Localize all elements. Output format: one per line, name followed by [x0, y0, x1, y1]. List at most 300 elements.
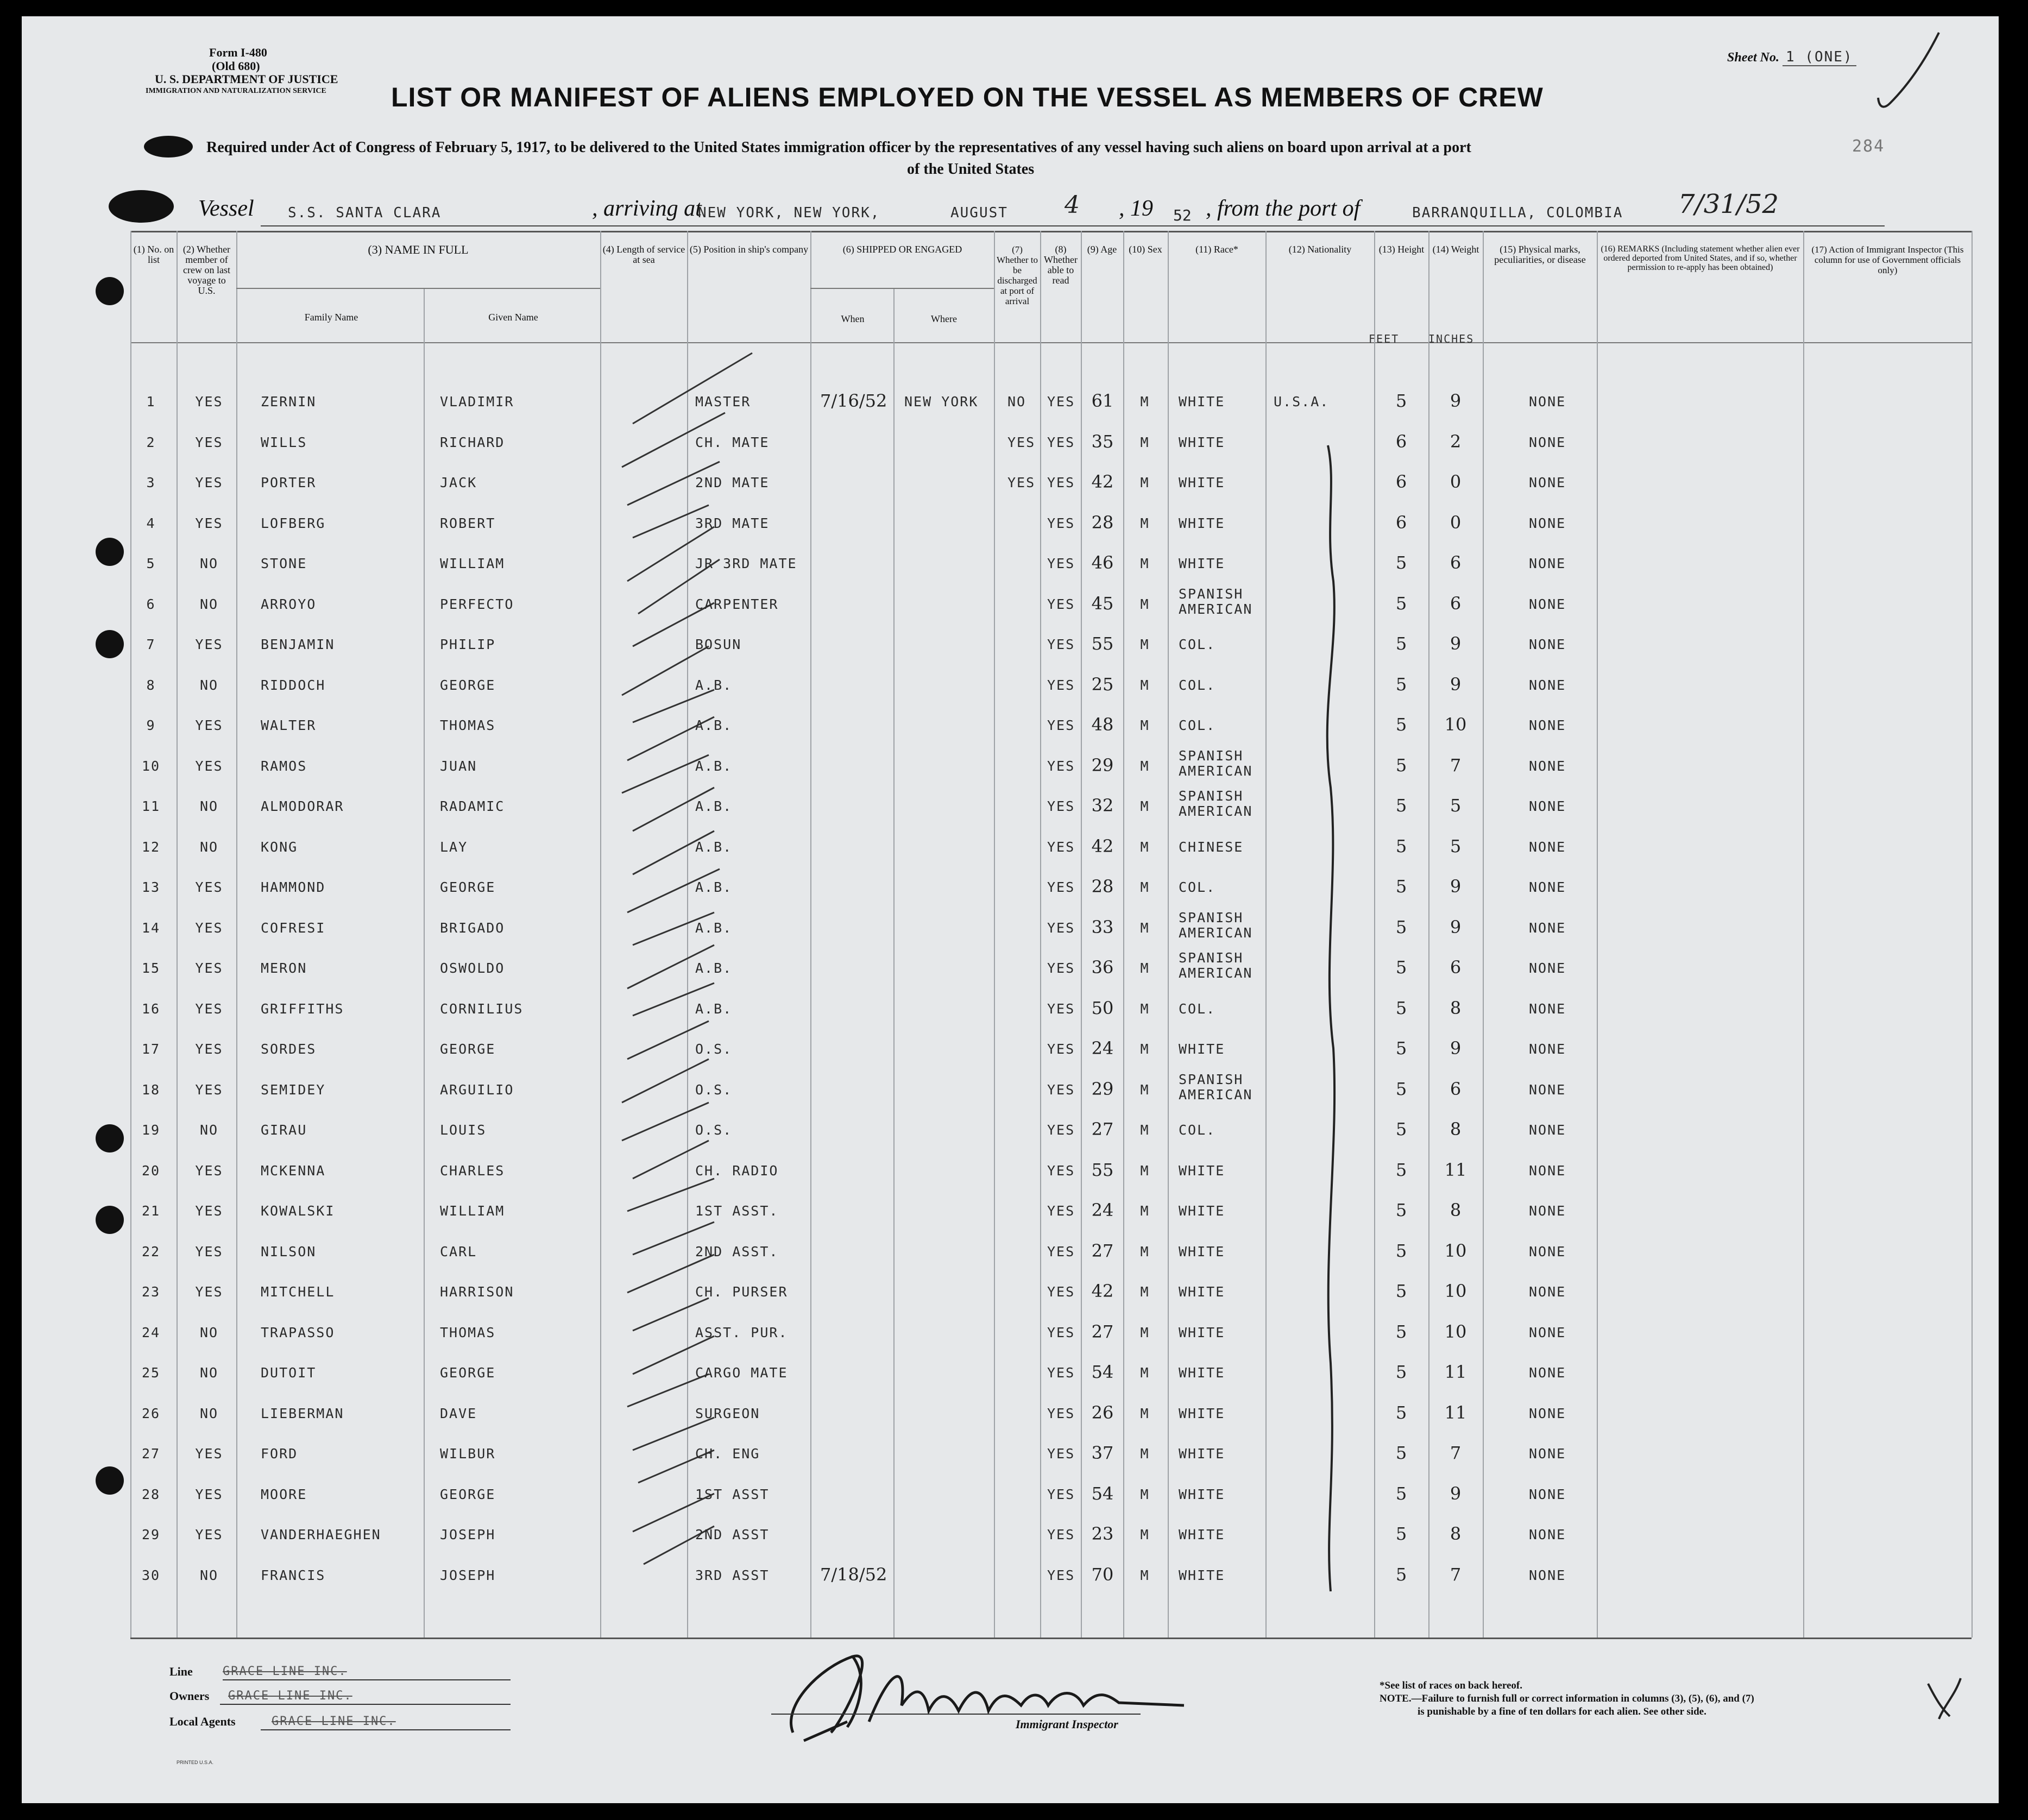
- last-voyage: YES: [195, 1486, 223, 1502]
- position: A.B.: [695, 920, 733, 936]
- physical-marks: NONE: [1529, 798, 1566, 814]
- arrival-month: AUGUST: [950, 205, 1008, 221]
- ink-blot: [144, 136, 193, 158]
- inspector-caption: Immigrant Inspector: [1016, 1717, 1118, 1731]
- able-to-read: YES: [1047, 920, 1075, 936]
- row-number: 28: [141, 1486, 161, 1502]
- sex: M: [1140, 434, 1150, 450]
- height-inches: 10: [1444, 714, 1467, 735]
- able-to-read: YES: [1047, 1203, 1075, 1219]
- sex: M: [1140, 637, 1150, 652]
- age: 42: [1091, 835, 1114, 857]
- position: 3RD MATE: [695, 515, 770, 531]
- age: 42: [1091, 471, 1114, 492]
- last-voyage: NO: [199, 1324, 219, 1340]
- last-voyage: YES: [195, 1446, 223, 1462]
- sex: M: [1140, 1527, 1150, 1542]
- col-head-6-where: Where: [931, 313, 957, 324]
- col-head-3: (3) NAME IN FULL: [368, 243, 469, 256]
- position: MASTER: [695, 394, 751, 410]
- race: WHITE: [1179, 1041, 1225, 1057]
- col-head-5: (5) Position in ship's company: [689, 244, 809, 255]
- able-to-read: YES: [1047, 475, 1075, 490]
- height-inches: 9: [1450, 391, 1462, 411]
- physical-marks: NONE: [1529, 394, 1566, 410]
- sex: M: [1140, 960, 1150, 976]
- given-name: ARGUILIO: [440, 1081, 514, 1098]
- given-name: CORNILIUS: [440, 1000, 524, 1017]
- family-name: GRIFFITHS: [261, 1000, 344, 1017]
- last-voyage: YES: [195, 1000, 223, 1017]
- vessel-underline: [261, 225, 1885, 226]
- race: COL.: [1179, 879, 1216, 895]
- given-name: JOSEPH: [440, 1527, 496, 1542]
- family-name: PORTER: [261, 475, 317, 490]
- height-feet: 5: [1395, 1523, 1407, 1544]
- sex: M: [1140, 1081, 1150, 1098]
- row-number: 4: [146, 515, 156, 531]
- family-name: SORDES: [261, 1041, 317, 1057]
- last-voyage: NO: [199, 1365, 219, 1381]
- sex: M: [1140, 1203, 1150, 1219]
- position: 1ST ASST.: [695, 1203, 779, 1219]
- last-voyage: YES: [195, 1041, 223, 1057]
- col-head-15: (15) Physical marks, peculiarities, or disease: [1494, 244, 1586, 265]
- height-inches: 2: [1450, 431, 1462, 452]
- age: 61: [1091, 391, 1114, 411]
- last-voyage: YES: [195, 717, 223, 733]
- height-feet: 6: [1395, 431, 1407, 452]
- given-name: WILBUR: [440, 1446, 496, 1462]
- age: 48: [1091, 714, 1114, 735]
- line-underline: [223, 1679, 511, 1680]
- family-name: FORD: [261, 1446, 298, 1462]
- age: 29: [1091, 1078, 1114, 1099]
- row-number: 11: [141, 798, 161, 814]
- row-number: 23: [141, 1284, 161, 1300]
- given-name: PHILIP: [440, 637, 496, 652]
- discharged: YES: [1007, 434, 1036, 450]
- race: WHITE: [1179, 556, 1225, 571]
- sex: M: [1140, 1446, 1150, 1462]
- col-head-11: (11) Race*: [1195, 244, 1238, 255]
- age: 27: [1091, 1240, 1114, 1261]
- sex: M: [1140, 920, 1150, 936]
- race: WHITE: [1179, 1203, 1225, 1219]
- sex: M: [1140, 1405, 1150, 1421]
- manifest-sheet: [22, 16, 1999, 1803]
- col-head-6: (6) SHIPPED OR ENGAGED: [842, 244, 962, 255]
- position: SURGEON: [695, 1405, 760, 1421]
- physical-marks: NONE: [1529, 1486, 1566, 1502]
- race: WHITE: [1179, 515, 1225, 531]
- height-inches: 9: [1450, 876, 1462, 897]
- row-number: 6: [146, 596, 156, 612]
- inspector-signature: [771, 1624, 1195, 1749]
- race: WHITE: [1179, 434, 1225, 450]
- given-name: GEORGE: [440, 879, 496, 895]
- family-name: ALMODORAR: [261, 798, 344, 814]
- physical-marks: NONE: [1529, 1324, 1566, 1340]
- height-feet: 5: [1395, 1240, 1407, 1261]
- family-name: COFRESI: [261, 920, 326, 936]
- family-name: MCKENNA: [261, 1162, 326, 1179]
- row-number: 20: [141, 1162, 161, 1179]
- height-feet: 5: [1395, 754, 1407, 776]
- race: WHITE: [1179, 1243, 1225, 1259]
- last-voyage: NO: [199, 596, 219, 612]
- last-voyage: YES: [195, 1243, 223, 1259]
- col-head-12: (12) Nationality: [1288, 244, 1352, 255]
- able-to-read: YES: [1047, 1405, 1075, 1421]
- row-number: 18: [141, 1081, 161, 1098]
- last-voyage: NO: [199, 798, 219, 814]
- height-feet: 5: [1395, 1443, 1407, 1463]
- family-name: DUTOIT: [261, 1365, 317, 1381]
- sex: M: [1140, 758, 1150, 774]
- height-feet: 5: [1395, 916, 1407, 937]
- height-feet: 6: [1395, 512, 1407, 533]
- row-number: 16: [141, 1000, 161, 1017]
- age: 32: [1091, 795, 1114, 816]
- race: CHINESE: [1179, 839, 1244, 855]
- row-number: 17: [141, 1041, 161, 1057]
- height-feet: 5: [1395, 957, 1407, 978]
- last-voyage: YES: [195, 394, 223, 410]
- family-name: GIRAU: [261, 1122, 307, 1138]
- family-name: RIDDOCH: [261, 677, 326, 693]
- nationality: U.S.A.: [1274, 394, 1330, 410]
- col-head-2: (2) Whether member of crew on last voyage to U.S.: [182, 244, 231, 296]
- given-name: RADAMIC: [440, 798, 505, 814]
- height-feet: 5: [1395, 1483, 1407, 1504]
- position: A.B.: [695, 879, 733, 895]
- family-name: ARROYO: [261, 596, 317, 612]
- col-head-6-when: When: [841, 313, 865, 324]
- col-head-9: (9) Age: [1087, 244, 1117, 255]
- race: SPANISH AMERICAN: [1179, 909, 1253, 941]
- position: A.B.: [695, 677, 733, 693]
- height-feet: 5: [1395, 795, 1407, 816]
- punch-hole: [96, 1206, 124, 1234]
- height-inches: 8: [1450, 1200, 1462, 1220]
- year-suffix: 52: [1173, 206, 1192, 224]
- department: U. S. DEPARTMENT OF JUSTICE: [155, 72, 338, 86]
- age: 26: [1091, 1402, 1114, 1423]
- row-number: 2: [146, 434, 156, 450]
- height-feet: 5: [1395, 714, 1407, 735]
- physical-marks: NONE: [1529, 758, 1566, 774]
- age: 27: [1091, 1119, 1114, 1139]
- physical-marks: NONE: [1529, 1527, 1566, 1542]
- last-voyage: YES: [195, 879, 223, 895]
- height-inches: 11: [1444, 1362, 1467, 1382]
- sex: M: [1140, 1486, 1150, 1502]
- col-head-1: (1) No. on list: [133, 244, 174, 265]
- col-head-7: (7) Whether to be discharged at port of arrival: [997, 244, 1038, 306]
- sex: M: [1140, 596, 1150, 612]
- local-agents-value: GRACE LINE INC.: [272, 1715, 396, 1728]
- given-name: HARRISON: [440, 1284, 514, 1300]
- age: 25: [1091, 673, 1114, 695]
- height-feet: 6: [1395, 471, 1407, 492]
- age: 70: [1091, 1564, 1114, 1585]
- sex: M: [1140, 1324, 1150, 1340]
- col-head-3-given: Given Name: [488, 312, 538, 323]
- height-feet: 5: [1395, 835, 1407, 857]
- race: WHITE: [1179, 1486, 1225, 1502]
- discharged: NO: [1007, 394, 1026, 410]
- height-inches: 9: [1450, 673, 1462, 695]
- family-name: MITCHELL: [261, 1284, 335, 1300]
- age: 29: [1091, 754, 1114, 776]
- row-number: 24: [141, 1324, 161, 1340]
- sex: M: [1140, 394, 1150, 410]
- family-name: LIEBERMAN: [261, 1405, 344, 1421]
- height-feet: 5: [1395, 1321, 1407, 1342]
- height-inches: 0: [1450, 512, 1462, 533]
- family-name: ZERNIN: [261, 394, 317, 410]
- shipped-where: NEW YORK: [904, 394, 979, 410]
- height-inches: 10: [1444, 1240, 1467, 1261]
- row-number: 15: [141, 960, 161, 976]
- corner-check-mark: [1868, 27, 1944, 114]
- last-voyage: NO: [199, 839, 219, 855]
- race: WHITE: [1179, 1365, 1225, 1381]
- able-to-read: YES: [1047, 1000, 1075, 1017]
- last-voyage: YES: [195, 1527, 223, 1542]
- given-name: JACK: [440, 475, 477, 490]
- page-stamp-number: 284: [1852, 137, 1885, 156]
- position: ASST. PUR.: [695, 1324, 788, 1340]
- physical-marks: NONE: [1529, 1122, 1566, 1138]
- height-feet: 5: [1395, 1362, 1407, 1382]
- given-name: VLADIMIR: [440, 394, 514, 410]
- family-name: LOFBERG: [261, 515, 326, 531]
- height-feet: 5: [1395, 1119, 1407, 1139]
- shipped-subrule: [810, 288, 994, 289]
- col-head-14: (14) Weight: [1432, 244, 1479, 255]
- sex: M: [1140, 798, 1150, 814]
- last-voyage: YES: [195, 475, 223, 490]
- physical-marks: NONE: [1529, 637, 1566, 652]
- height-inches: 7: [1450, 1443, 1462, 1463]
- sex: M: [1140, 1162, 1150, 1179]
- col-head-13: (13) Height: [1378, 244, 1425, 255]
- able-to-read: YES: [1047, 637, 1075, 652]
- position: CARPENTER: [695, 596, 779, 612]
- position: JR 3RD MATE: [695, 556, 797, 571]
- family-name: VANDERHAEGHEN: [261, 1527, 381, 1542]
- age: 54: [1091, 1483, 1114, 1504]
- age: 55: [1091, 1159, 1114, 1180]
- height-inches: 9: [1450, 916, 1462, 937]
- age: 28: [1091, 512, 1114, 533]
- family-name: RAMOS: [261, 758, 307, 774]
- row-number: 19: [141, 1122, 161, 1138]
- row-number: 13: [141, 879, 161, 895]
- physical-marks: NONE: [1529, 515, 1566, 531]
- physical-marks: NONE: [1529, 1405, 1566, 1421]
- position: A.B.: [695, 839, 733, 855]
- line-label: Line: [169, 1665, 193, 1678]
- age: 45: [1091, 593, 1114, 614]
- age: 55: [1091, 633, 1114, 654]
- height-inches: 11: [1444, 1159, 1467, 1180]
- last-voyage: YES: [195, 1284, 223, 1300]
- race: WHITE: [1179, 1567, 1225, 1583]
- punch-hole: [96, 277, 124, 305]
- col-head-3-family: Family Name: [304, 312, 358, 323]
- form-old-number: (Old 680): [212, 59, 260, 73]
- sheet-number: Sheet No. 1 (ONE): [1727, 49, 1856, 65]
- last-voyage: YES: [195, 960, 223, 976]
- race: SPANISH AMERICAN: [1179, 1071, 1253, 1103]
- row-number: 25: [141, 1365, 161, 1381]
- sex: M: [1140, 839, 1150, 855]
- age: 24: [1091, 1200, 1114, 1220]
- name-subrule: [236, 288, 600, 289]
- age: 23: [1091, 1523, 1114, 1544]
- physical-marks: NONE: [1529, 1284, 1566, 1300]
- family-name: STONE: [261, 556, 307, 571]
- subtitle-line2: of the United States: [907, 161, 1035, 178]
- physical-marks: NONE: [1529, 960, 1566, 976]
- able-to-read: YES: [1047, 1446, 1075, 1462]
- family-name: TRAPASSO: [261, 1324, 335, 1340]
- signature-underline: [771, 1714, 1141, 1715]
- height-feet: 5: [1395, 1281, 1407, 1301]
- able-to-read: YES: [1047, 596, 1075, 612]
- family-name: FRANCIS: [261, 1567, 326, 1583]
- position: CH. ENG: [695, 1446, 760, 1462]
- age: 33: [1091, 916, 1114, 937]
- position: A.B.: [695, 717, 733, 733]
- last-voyage: NO: [199, 556, 219, 571]
- height-inches: 10: [1444, 1321, 1467, 1342]
- height-inches: 8: [1450, 1523, 1462, 1544]
- family-name: KONG: [261, 839, 298, 855]
- sex: M: [1140, 515, 1150, 531]
- height-inches: 6: [1450, 1078, 1462, 1099]
- height-feet: 5: [1395, 1038, 1407, 1059]
- able-to-read: YES: [1047, 879, 1075, 895]
- penalty-footnote-2: is punishable by a fine of ten dollars for each alien. See other side.: [1418, 1706, 1706, 1717]
- height-inches: 9: [1450, 1038, 1462, 1059]
- vessel-name: S.S. SANTA CLARA: [288, 205, 442, 221]
- able-to-read: YES: [1047, 1081, 1075, 1098]
- able-to-read: YES: [1047, 515, 1075, 531]
- given-name: JOSEPH: [440, 1567, 496, 1583]
- able-to-read: YES: [1047, 1365, 1075, 1381]
- position: A.B.: [695, 758, 733, 774]
- last-voyage: YES: [195, 637, 223, 652]
- position: A.B.: [695, 960, 733, 976]
- race: WHITE: [1179, 1324, 1225, 1340]
- family-name: MERON: [261, 960, 307, 976]
- able-to-read: YES: [1047, 556, 1075, 571]
- able-to-read: YES: [1047, 839, 1075, 855]
- row-number: 21: [141, 1203, 161, 1219]
- ink-blot: [109, 190, 174, 223]
- header-bottom-rule: [130, 342, 1972, 343]
- physical-marks: NONE: [1529, 920, 1566, 936]
- given-name: GEORGE: [440, 1486, 496, 1502]
- height-inches: 6: [1450, 552, 1462, 573]
- last-voyage: NO: [199, 677, 219, 693]
- age: 50: [1091, 997, 1114, 1018]
- position: CARGO MATE: [695, 1365, 788, 1381]
- height-feet: 5: [1395, 673, 1407, 695]
- sex: M: [1140, 677, 1150, 693]
- age: 35: [1091, 431, 1114, 452]
- height-feet: 5: [1395, 1078, 1407, 1099]
- penalty-footnote-1: NOTE.—Failure to furnish full or correct information in columns (3), (5), (6), and (7): [1380, 1693, 1754, 1704]
- race: COL.: [1179, 677, 1216, 693]
- height-inches: 8: [1450, 997, 1462, 1018]
- col-head-16: (16) REMARKS (Including statement whether alien ever ordered deported from United States, and if so, whether permission to re-apply has been obtained): [1601, 244, 1800, 272]
- height-feet: 5: [1395, 552, 1407, 573]
- age: 54: [1091, 1362, 1114, 1382]
- subtitle-line1: Required under Act of Congress of February 5, 1917, to be delivered to the United States immigration officer by the representatives of any vessel having such aliens on board upon arrival at a port: [206, 139, 1471, 156]
- vessel-label: Vessel: [198, 196, 254, 221]
- age: 46: [1091, 552, 1114, 573]
- position: 3RD ASST: [695, 1567, 770, 1583]
- physical-marks: NONE: [1529, 677, 1566, 693]
- row-number: 27: [141, 1446, 161, 1462]
- arriving-label: , arriving at: [592, 196, 702, 221]
- height-feet: 5: [1395, 1402, 1407, 1423]
- given-name: GEORGE: [440, 1041, 496, 1057]
- from-port-label: , from the port of: [1206, 196, 1361, 221]
- position: 2ND ASST.: [695, 1243, 779, 1259]
- row-number: 29: [141, 1527, 161, 1542]
- able-to-read: YES: [1047, 1041, 1075, 1057]
- physical-marks: NONE: [1529, 839, 1566, 855]
- physical-marks: NONE: [1529, 596, 1566, 612]
- able-to-read: YES: [1047, 1162, 1075, 1179]
- race: WHITE: [1179, 1446, 1225, 1462]
- height-feet: 5: [1395, 1159, 1407, 1180]
- col-head-10: (10) Sex: [1129, 244, 1162, 255]
- given-name: THOMAS: [440, 1324, 496, 1340]
- departure-port: BARRANQUILLA, COLOMBIA: [1412, 205, 1623, 221]
- height-feet: 5: [1395, 633, 1407, 654]
- row-number: 10: [141, 758, 161, 774]
- row-number: 3: [146, 475, 156, 490]
- physical-marks: NONE: [1529, 717, 1566, 733]
- owners-underline: [220, 1704, 511, 1705]
- arrival-city: NEW YORK, NEW YORK,: [698, 205, 880, 221]
- given-name: WILLIAM: [440, 1203, 505, 1219]
- age: 28: [1091, 876, 1114, 897]
- race: WHITE: [1179, 1162, 1225, 1179]
- race: WHITE: [1179, 1284, 1225, 1300]
- physical-marks: NONE: [1529, 1041, 1566, 1057]
- physical-marks: NONE: [1529, 1365, 1566, 1381]
- last-voyage: NO: [199, 1122, 219, 1138]
- able-to-read: YES: [1047, 717, 1075, 733]
- given-name: BRIGADO: [440, 920, 505, 936]
- row-number: 26: [141, 1405, 161, 1421]
- height-inches: 10: [1444, 1281, 1467, 1301]
- able-to-read: YES: [1047, 960, 1075, 976]
- age: 36: [1091, 957, 1114, 978]
- physical-marks: NONE: [1529, 1162, 1566, 1179]
- sex: M: [1140, 1041, 1150, 1057]
- height-inches: 9: [1450, 633, 1462, 654]
- age: 24: [1091, 1038, 1114, 1059]
